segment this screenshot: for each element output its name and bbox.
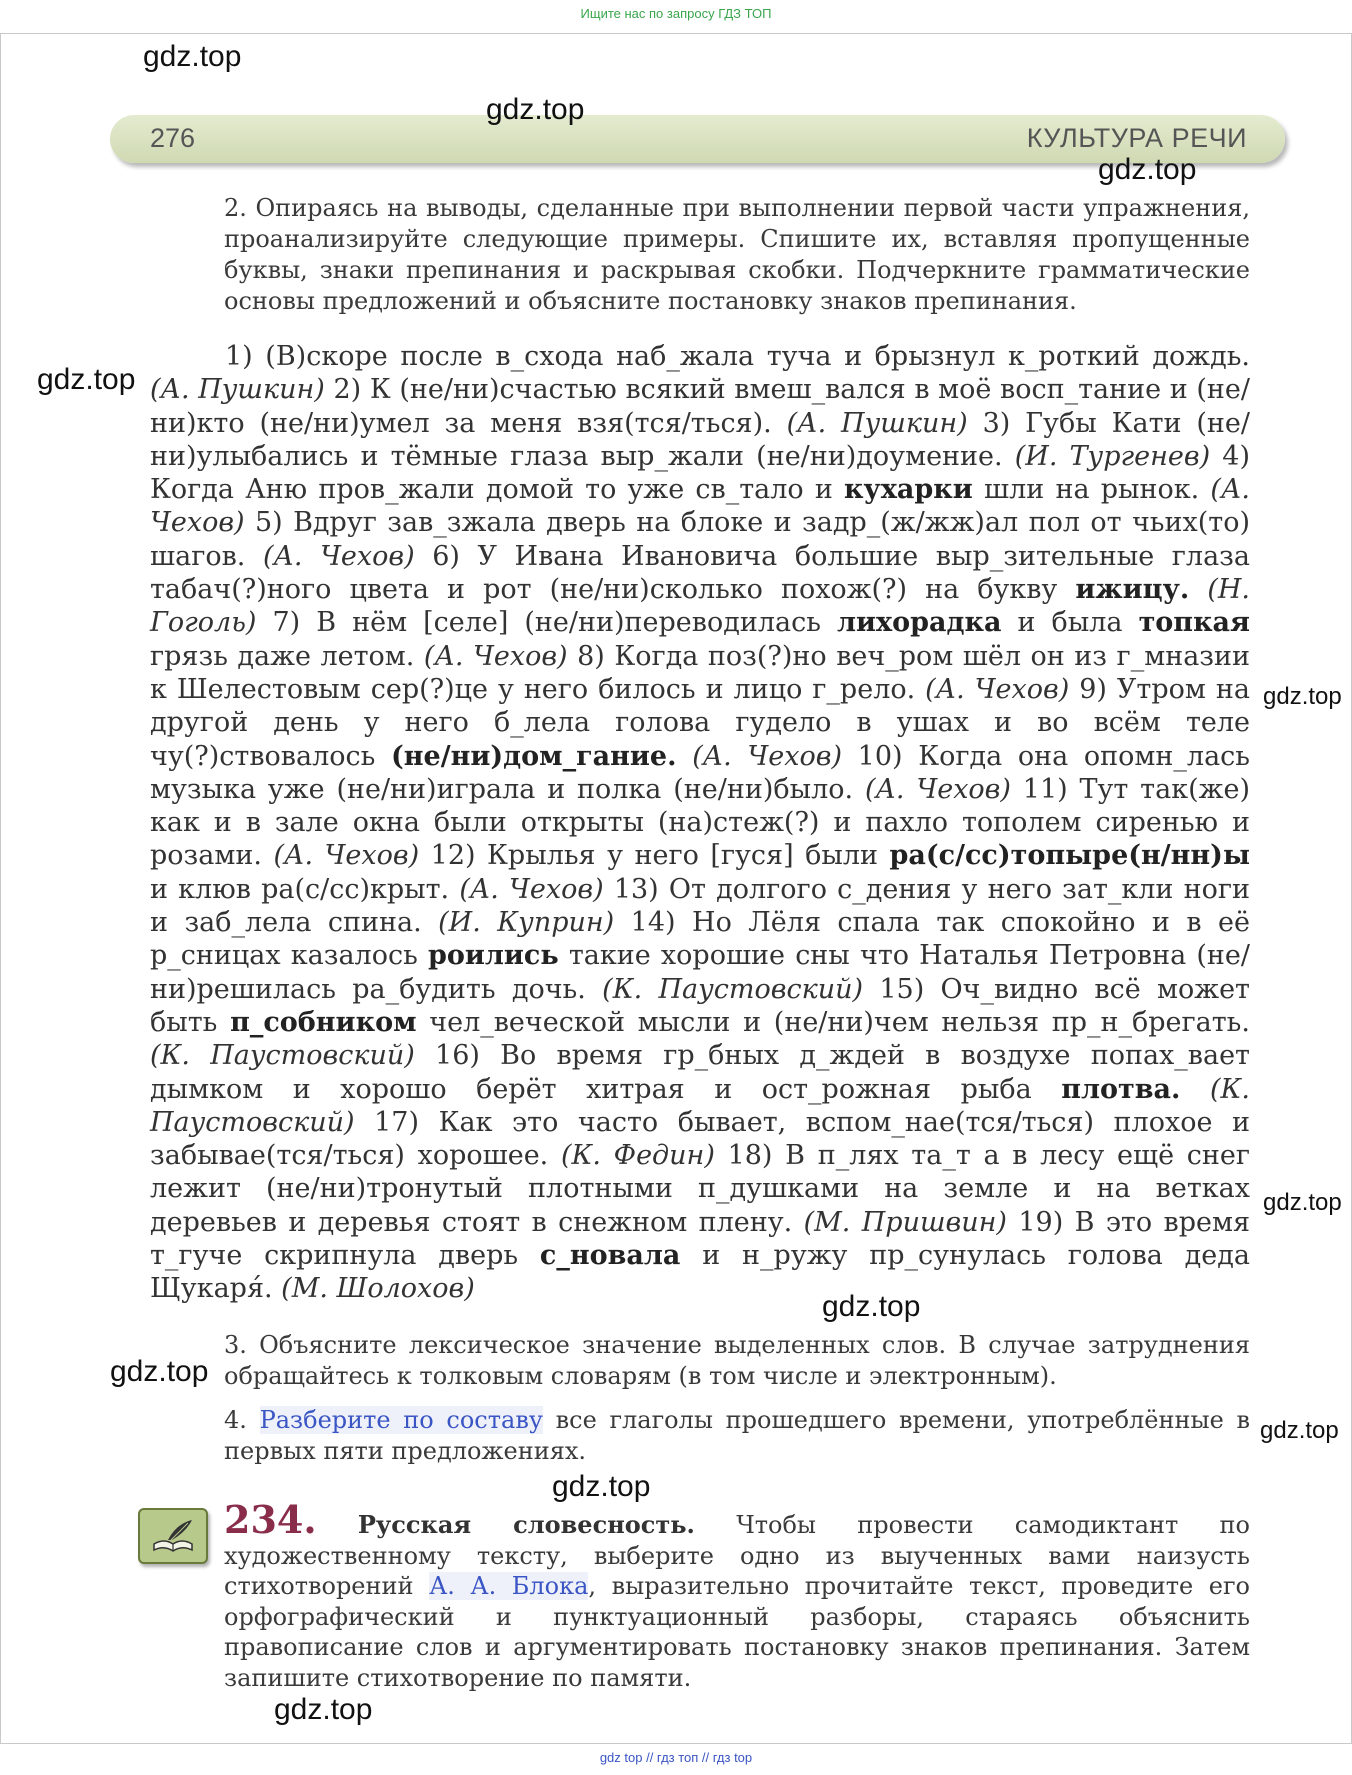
exercise-text: Чтобы провести самодиктант по художественному тексту, выберите одно из выученных вами наизусть стихотворений	[224, 1511, 1250, 1600]
task-4-text	[224, 1405, 1250, 1467]
watermark: gdz.top	[274, 1693, 373, 1726]
highlighted-word: плотва.	[1061, 1073, 1181, 1105]
author: (А. Пушкин)	[786, 407, 968, 439]
page-number: 276	[150, 123, 196, 153]
sentence-3: 3) Губы Кати (не/ни)улыбались и тёмные глаза выр_жали (не/ни)доумение.	[150, 407, 1250, 472]
highlighted-word: лихорадка	[836, 607, 1002, 639]
exercise-number: 234.	[224, 1497, 317, 1542]
top-banner[interactable]: Ищите нас по запросу ГДЗ ТОП	[580, 6, 772, 21]
parse-link[interactable]: Разберите по составу	[259, 1406, 543, 1434]
watermark: gdz.top	[110, 1355, 209, 1388]
sentence-12: 12) Крылья у него [гуся] были	[430, 840, 878, 872]
author: (К. Паустовский)	[602, 973, 864, 1005]
sentence-6: 6) У Ивана Ивановича большие выр_зительные глаза табач(?)ного цвета и рот (не/ни)сколько похож(?) на букву	[150, 540, 1250, 606]
frame-bottom-line	[0, 1743, 1352, 1744]
author: (М. Пришвин)	[803, 1206, 1007, 1238]
sentence-15: 15) Оч_видно всё может быть	[150, 973, 1250, 1038]
author: (И. Куприн)	[438, 907, 615, 939]
exercise-text-end: , выразительно прочитайте текст, проведите его орфографический и пунктуационный разборы, стараясь объяснить правописание слов и аргументировать постановку знаков препинания. Затем запишите стихотворение по памяти.	[224, 1572, 1250, 1692]
sentence-11: 11) Тут так(же) как и в зале окна были открыты (на)стеж(?) и пахло тополем сиренью и розами.	[150, 773, 1250, 872]
sentence-18: 18) В п_лях та_т а в лесу ещё снег лежит (не/ни)тронутый плотными п_душками на земле и на ветках деревьев и деревья стоят в снежном плену.	[150, 1140, 1250, 1238]
author: (А. Чехов)	[459, 873, 604, 905]
highlighted-word: топкая	[1138, 607, 1251, 639]
watermark: gdz.top	[552, 1470, 651, 1503]
highlighted-word: (не/ни)дом_гание.	[391, 740, 677, 772]
author: (А. Чехов)	[423, 640, 568, 672]
highlighted-word: роились	[427, 940, 559, 972]
watermark: gdz.top	[37, 363, 136, 396]
watermark: gdz.top	[1263, 683, 1342, 710]
watermark: gdz.top	[822, 1290, 921, 1323]
sentence-5: 5) Вдруг зав_зжала дверь на блоке и задр_(ж/жж)ал пол от чьих(то) шагов.	[150, 507, 1250, 572]
frame-top-line	[0, 33, 1352, 34]
sentence-7-end: грязь даже летом.	[150, 640, 415, 672]
sentence-13: 13) От долгого с_дения у него зат_кли ноги и заб_лела спина.	[150, 873, 1250, 939]
highlighted-word: ра(с/сс)топыре(н/нн)ы	[889, 840, 1251, 872]
task-4-number: 4.	[224, 1406, 247, 1434]
highlighted-word: п_собником	[230, 1006, 417, 1038]
author: (А. Чехов)	[150, 474, 1250, 539]
author: (К. Паустовский)	[150, 1040, 415, 1072]
sentence-7-mid: и была	[1017, 607, 1123, 639]
author: (М. Шолохов)	[281, 1273, 475, 1305]
sentence-12-end: и клюв ра(с/сс)крыт.	[150, 873, 450, 905]
author: (К. Федин)	[560, 1140, 715, 1172]
sentence-2: 2) К (не/ни)счастью всякий вмеш_вался в моё восп_тание и (не/ни)кто (не/ни)умел за меня взя(тся/ться).	[150, 374, 1250, 439]
sentence-19: 19) В это время т_гуче скрипнула дверь	[150, 1206, 1250, 1272]
author: (А. Чехов)	[273, 840, 420, 872]
frame-left-line	[0, 33, 1, 1743]
examples-block	[150, 340, 1250, 1306]
sentence-1: 1) (В)скоре после в_схода наб_жала туча и брызнул к_роткий дождь.	[225, 341, 1250, 372]
task-4-rest: все глаголы прошедшего времени, употреблённые в первых пяти предложениях.	[224, 1406, 1250, 1465]
author: (А. Чехов)	[864, 773, 1011, 805]
exercise-234	[224, 1497, 1250, 1693]
sentence-17: 17) Как это часто бывает, вспом_нае(тся/ться) плохое и забывае(тся/ться) хорошее.	[150, 1106, 1250, 1172]
section-title: КУЛЬТУРА РЕЧИ	[1026, 123, 1247, 153]
blok-link[interactable]: А. А. Блока	[429, 1572, 589, 1600]
book-feather-icon	[138, 1508, 208, 1564]
watermark: gdz.top	[1263, 1189, 1342, 1216]
footer-links[interactable]: gdz top // гдз топ // гдз top	[599, 1750, 753, 1765]
author: (А. Пушкин)	[150, 374, 325, 406]
highlighted-word: ижицу.	[1075, 574, 1190, 606]
author: (Н. Гоголь)	[150, 574, 1250, 639]
author: (И. Тургенев)	[1014, 440, 1211, 472]
sentence-7: 7) В нём [селе] (не/ни)переводилась	[272, 607, 821, 639]
watermark: gdz.top	[486, 93, 585, 126]
sentence-19-end: и н_ружу пр_сунулась голова деда Щукаря́.	[150, 1240, 1251, 1305]
task-2-text: 2. Опираясь на выводы, сделанные при выполнении первой части упражнения, проанализируйте следующие примеры. Спишите их, вставляя пропущенные буквы, знаки препинания и раскрывая скобки. Подчеркните грамматические основы предложений и объясните постановку знаков препинания.	[224, 194, 1250, 315]
sentence-9: 9) Утром на другой день у него б_лела голова гудело в ушах и во всём теле чу(?)ствовалось	[150, 673, 1250, 772]
watermark: gdz.top	[1098, 153, 1197, 186]
sentence-14: 14) Но Лёля спала так спокойно и в её р_сницах казалось	[150, 907, 1250, 972]
sentence-4-end: шли на рынок.	[984, 474, 1200, 506]
exercise-title: Русская словесность.	[357, 1510, 695, 1539]
highlighted-word: кухарки	[844, 474, 973, 506]
sentence-15-end: чел_веческой мысли и (не/ни)чем нельзя пр_н_брегать.	[429, 1006, 1250, 1038]
author: (А. Чехов)	[692, 740, 842, 772]
sentence-10: 10) Когда она опомн_лась музыка уже (не/ни)играла и полка (не/ни)было.	[150, 740, 1250, 805]
author: (А. Чехов)	[262, 540, 415, 572]
highlighted-word: с_новала	[539, 1240, 681, 1272]
author: (А. Чехов)	[925, 673, 1070, 705]
sentence-4: 4) Когда Аню пров_жали домой то уже св_тало и	[150, 440, 1250, 506]
author: (К. Паустовский)	[150, 1073, 1250, 1138]
task-3-text: 3. Объясните лексическое значение выделенных слов. В случае затруднения обращайтесь к толковым словарям (в том числе и электронным).	[224, 1331, 1250, 1390]
sentence-16: 16) Во время гр_бных д_ждей в воздухе попах_вает дымком и хорошо берёт хитрая и ост_рожная рыба	[150, 1040, 1250, 1105]
watermark: gdz.top	[1260, 1417, 1339, 1444]
watermark: gdz.top	[143, 40, 242, 73]
sentence-14-end: такие хорошие сны что Наталья Петровна (не/ни)решилась ра_будить дочь.	[150, 940, 1250, 1005]
sentence-8: 8) Когда поз(?)но веч_ром шёл он из г_мназии к Шелестовым сер(?)це у него билось и лицо г_рело.	[150, 640, 1251, 705]
